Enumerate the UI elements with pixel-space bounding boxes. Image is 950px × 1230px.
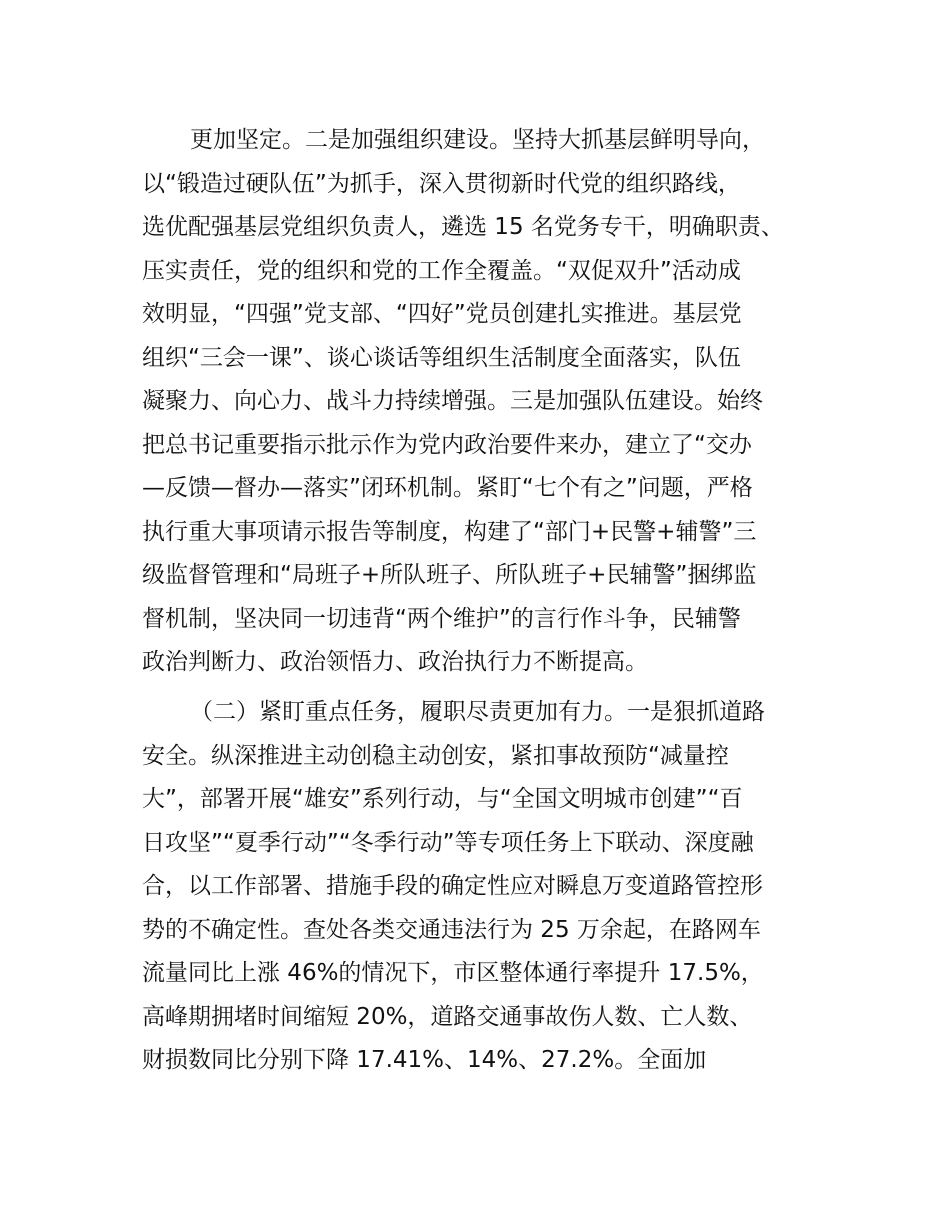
text-line: 组织“三会一课”、谈心谈话等组织生活制度全面落实，队伍 [142,344,741,371]
text-line: 压实责任，党的组织和党的工作全覆盖。“双促双升”活动成 [142,257,741,284]
paragraph-party-building [142,119,822,685]
text-line: 执行重大事项请示报告等制度，构建了“部门+民警+辅警”三 [142,518,757,545]
text-line: 势的不确定性。查处各类交通违法行为 25 万余起，在路网车 [142,916,761,943]
paragraph-key-tasks [142,691,822,1083]
text-line: 安全。纵深推进主动创稳主动创安，紧扣事故预防“减量控 [142,742,729,769]
text-line: 流量同比上涨 46%的情况下，市区整体通行率提升 17.5%， [142,960,764,986]
text-line: 合，以工作部署、措施手段的确定性应对瞬息万变道路管控形 [142,873,763,899]
text-line: 日攻坚”“夏季行动”“冬季行动”等专项任务上下联动、深度融 [142,829,754,856]
text-line: 财损数同比分别下降 17.41%、14%、27.2%。全面加 [142,1047,707,1073]
text-line: 高峰期拥堵时间缩短 20%，道路交通事故伤人数、亡人数、 [142,1003,753,1030]
text-line: 凝聚力、向心力、战斗力持续增强。三是加强队伍建设。始终 [142,388,763,414]
text-line: 大”，部署开展“雄安”系列行动，与“全国文明城市创建”“百 [142,786,743,812]
text-line: （二）紧盯重点任务，履职尽责更加有力。一是狠抓道路 [190,699,765,725]
text-line: 效明显，“四强”党支部、“四好”党员创建扎实推进。基层党 [142,301,742,327]
text-line: 把总书记重要指示批示作为党内政治要件来办，建立了“交办 [142,431,752,458]
text-line: 以“锻造过硬队伍”为抓手，深入贯彻新时代党的组织路线， [142,170,741,197]
text-line: 选优配强基层党组织负责人，遴选 15 名党务专干，明确职责、 [142,214,784,240]
text-line: 级监督管理和“局班子+所队班子、所队班子+民辅警”捆绑监 [142,562,757,588]
text-line: 更加坚定。二是加强组织建设。坚持大抓基层鲜明导向， [190,127,765,153]
text-line: —反馈—督办—落实”闭环机制。紧盯“七个有之”问题，严格 [142,475,753,501]
text-line: 政治判断力、政治领悟力、政治执行力不断提高。 [142,649,648,675]
text-line: 督机制，坚决同一切违背“两个维护”的言行作斗争，民辅警 [142,605,741,632]
